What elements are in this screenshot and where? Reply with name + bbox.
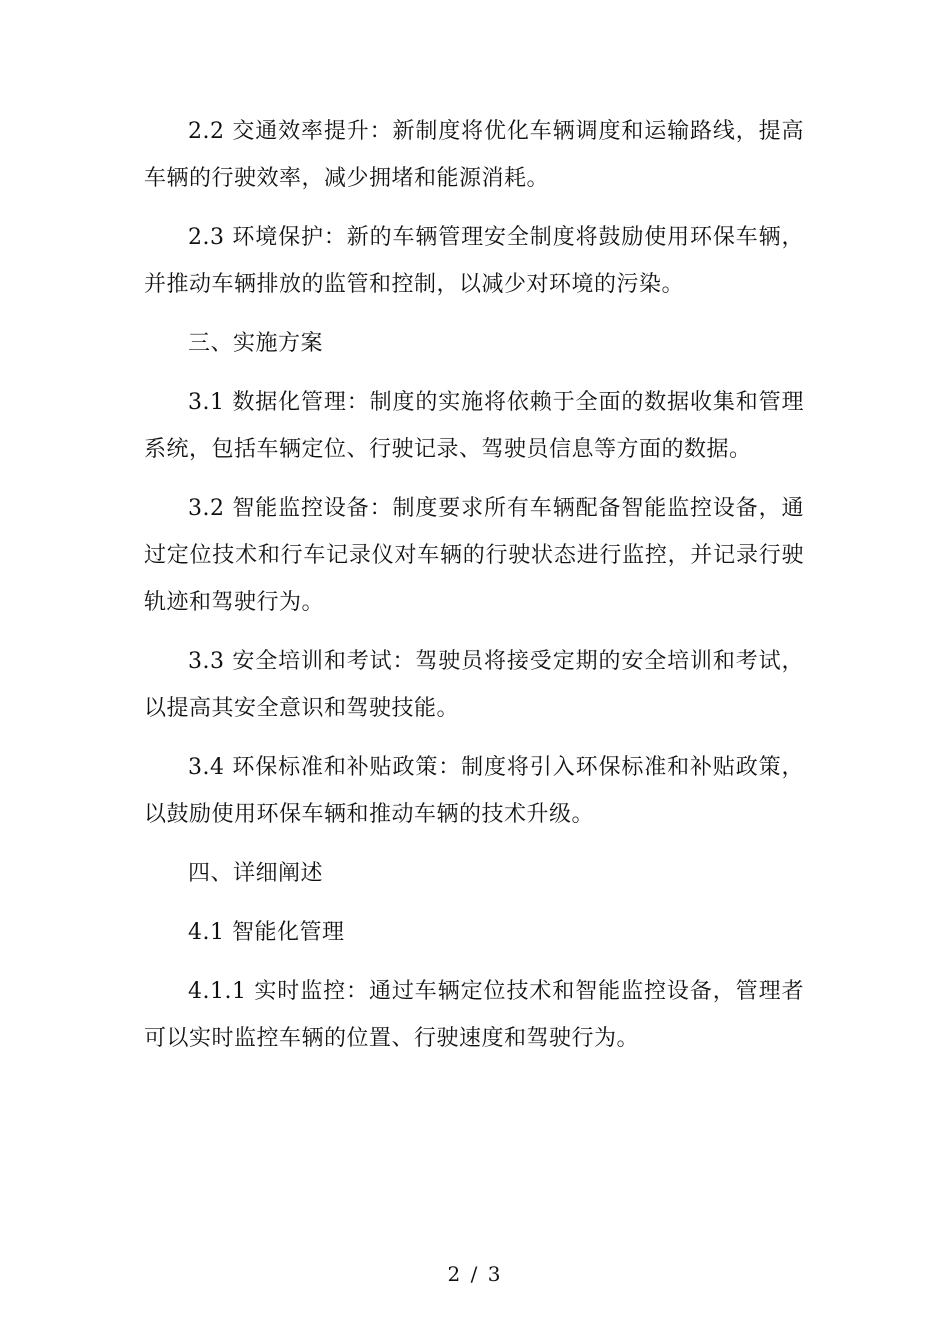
page-number: 2 / 3 [447, 1262, 503, 1286]
document-body [144, 108, 804, 1074]
subsection-heading-4-1: 4.1 智能化管理 [188, 920, 345, 945]
paragraph-2-2: 2.2 交通效率提升：新制度将优化车辆调度和运输路线，提高车辆的行驶效率，减少拥堵和能源消耗。 [144, 119, 804, 191]
section-heading-4: 四、详细阐述 [188, 861, 324, 886]
paragraph-4-1-1: 4.1.1 实时监控：通过车辆定位技术和智能监控设备，管理者可以实时监控车辆的位置、行驶速度和驾驶行为。 [144, 979, 804, 1051]
paragraph-3-2: 3.2 智能监控设备：制度要求所有车辆配备智能监控设备，通过定位技术和行车记录仪对车辆的行驶状态进行监控，并记录行驶轨迹和驾驶行为。 [144, 496, 804, 615]
paragraph-3-1: 3.1 数据化管理：制度的实施将依赖于全面的数据收集和管理系统，包括车辆定位、行驶记录、驾驶员信息等方面的数据。 [144, 390, 804, 462]
section-heading-3: 三、实施方案 [188, 331, 324, 356]
paragraph-3-4: 3.4 环保标准和补贴政策：制度将引入环保标准和补贴政策，以鼓励使用环保车辆和推动车辆的技术升级。 [144, 755, 804, 827]
paragraph-3-3: 3.3 安全培训和考试：驾驶员将接受定期的安全培训和考试，以提高其安全意识和驾驶技能。 [144, 649, 804, 721]
paragraph-2-3: 2.3 环境保护：新的车辆管理安全制度将鼓励使用环保车辆，并推动车辆排放的监管和控制，以减少对环境的污染。 [144, 225, 804, 297]
